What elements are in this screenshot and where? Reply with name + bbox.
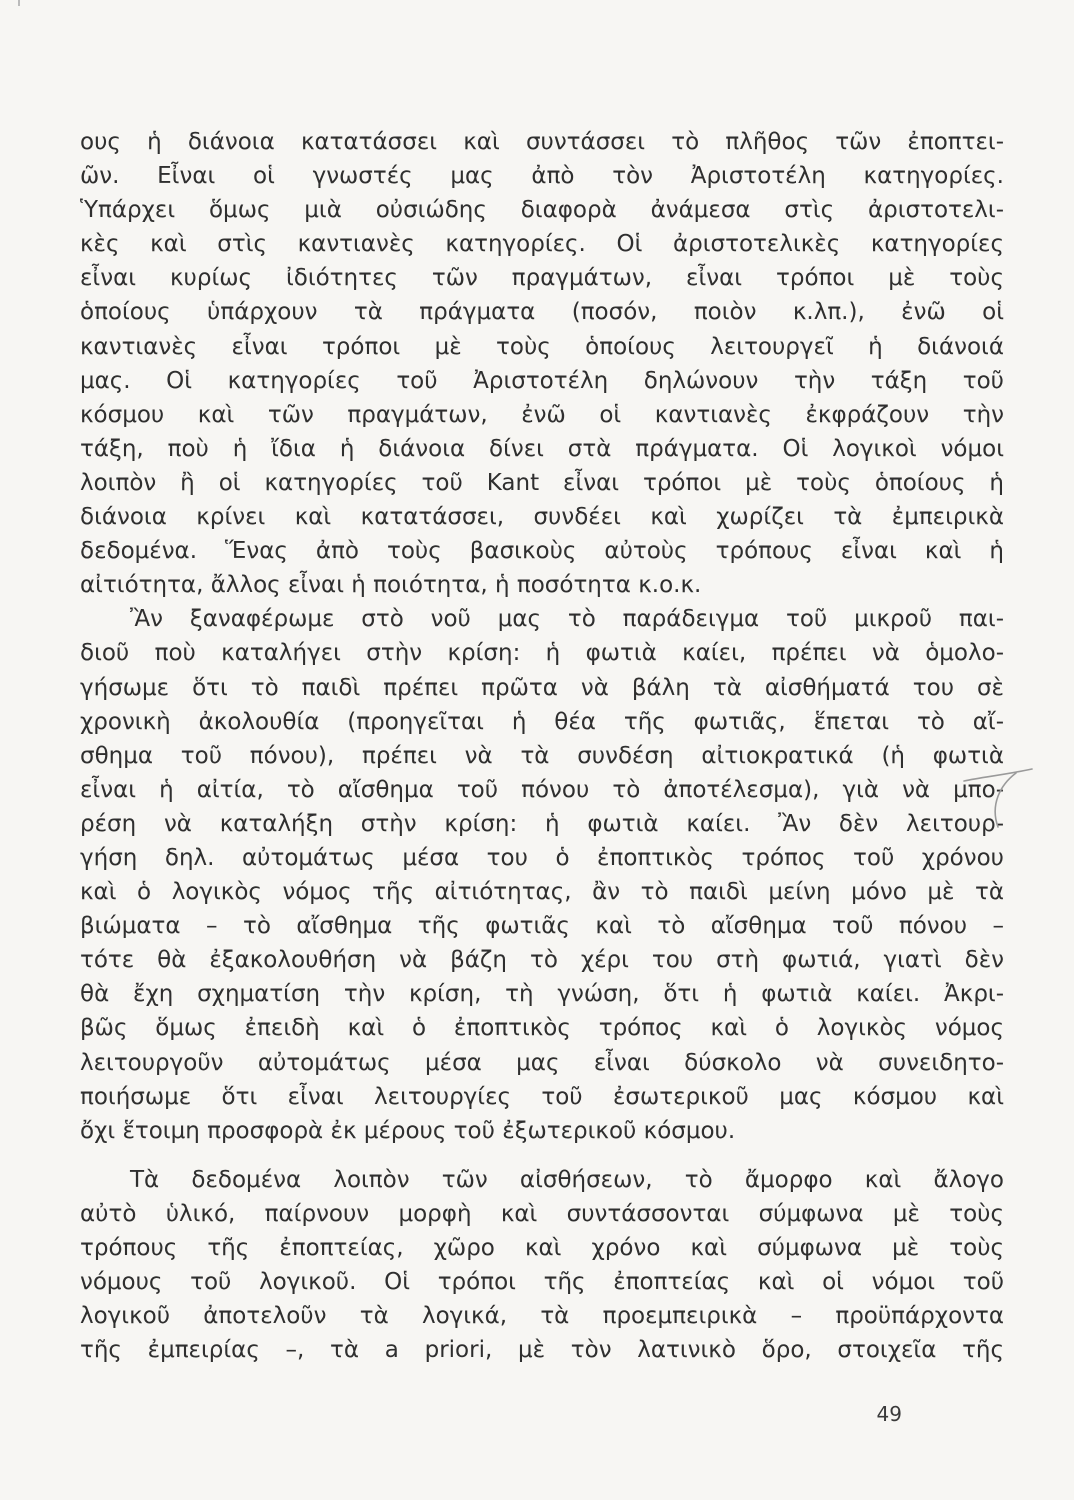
- text-line: εἶναι ἡ αἰτία, τὸ αἴσθημα τοῦ πόνου τὸ ἀποτέλεσμα), γιὰ νὰ μπο-: [80, 776, 1004, 803]
- text-line: Τὰ δεδομένα λοιπὸν τῶν αἰσθήσεων, τὸ ἄμορφο καὶ ἄλογο: [130, 1167, 1004, 1193]
- text-line: ους ἡ διάνοια κατατάσσει καὶ συντάσσει τὸ πλῆθος τῶν ἐποπτει-: [80, 129, 1004, 155]
- text-line: γήση δηλ. αὐτομάτως μέσα του ὁ ἐποπτικὸς τρόπος τοῦ χρόνου: [80, 844, 1004, 871]
- text-line: διοῦ ποὺ καταλήγει στὴν κρίση: ἡ φωτιὰ καίει, πρέπει νὰ ὁμολο-: [80, 640, 1004, 667]
- text-line: Ὑπάρχει ὅμως μιὰ οὐσιώδης διαφορὰ ἀνάμεσα στὶς ἀριστοτελι-: [80, 197, 1004, 224]
- text-line: τότε θὰ ἐξακολουθήση νὰ βάζη τὸ χέρι του στὴ φωτιά, γιατὶ δὲν: [80, 947, 1004, 974]
- text-line: διάνοια κρίνει καὶ κατατάσσει, συνδέει καὶ χωρίζει τὰ ἐμπειρικὰ: [80, 504, 1004, 531]
- text-line: σθημα τοῦ πόνου), πρέπει νὰ τὰ συνδέση αἰτιοκρατικά (ἡ φωτιὰ: [80, 742, 1004, 769]
- text-line: ὄχι ἕτοιμη προσφορὰ ἐκ μέρους τοῦ ἐξωτερικοῦ κόσμου.: [80, 1117, 736, 1144]
- corner-tick-mark: [18, 0, 20, 6]
- text-line: τῆς ἐμπειρίας –, τὰ a priori, μὲ τὸν λατινικὸ ὅρο, στοιχεῖα τῆς: [80, 1337, 1004, 1364]
- text-line: λειτουργοῦν αὐτομάτως μέσα μας εἶναι δύσκολο νὰ συνειδητο-: [80, 1049, 1004, 1076]
- text-line: τάξη, ποὺ ἡ ἴδια ἡ διάνοια δίνει στὰ πράγματα. Οἱ λογικοὶ νόμοι: [80, 435, 1004, 462]
- text-line: ποιήσωμε ὅτι εἶναι λειτουργίες τοῦ ἐσωτερικοῦ μας κόσμου καὶ: [80, 1083, 1004, 1110]
- text-line: καὶ ὁ λογικὸς νόμος τῆς αἰτιότητας, ἂν τὸ παιδὶ μείνη μόνο μὲ τὰ: [80, 879, 1004, 906]
- paragraph-3: [80, 1163, 1004, 1368]
- text-line: εἶναι κυρίως ἰδιότητες τῶν πραγμάτων, εἶναι τρόποι μὲ τοὺς: [80, 265, 1004, 292]
- text-line: αὐτὸ ὑλικό, παίρνουν μορφὴ καὶ συντάσσονται σύμφωνα μὲ τοὺς: [80, 1201, 1004, 1228]
- text-line: ῶν. Εἶναι οἱ γνωστές μας ἀπὸ τὸν Ἀριστοτέλη κατηγορίες.: [80, 163, 1004, 190]
- text-line: αἰτιότητα, ἄλλος εἶναι ἡ ποιότητα, ἡ ποσότητα κ.ο.κ.: [80, 572, 702, 599]
- text-line: θὰ ἔχη σχηματίση τὴν κρίση, τὴ γνώση, ὅτι ἡ φωτιὰ καίει. Ἀκρι-: [80, 981, 1004, 1008]
- text-line: χρονικὴ ἀκολουθία (προηγεῖται ἡ θέα τῆς φωτιᾶς, ἕπεται τὸ αἴ-: [80, 708, 1004, 735]
- text-line: βιώματα – τὸ αἴσθημα τῆς φωτιᾶς καὶ τὸ αἴσθημα τοῦ πόνου –: [80, 913, 1004, 940]
- text-line: καντιανὲς εἶναι τρόποι μὲ τοὺς ὁποίους λειτουργεῖ ἡ διάνοιά: [80, 333, 1004, 360]
- text-line: κὲς καὶ στὶς καντιανὲς κατηγορίες. Οἱ ἀριστοτελικὲς κατηγορίες: [80, 231, 1004, 258]
- text-line: ὁποίους ὑπάρχουν τὰ πράγματα (ποσόν, ποιὸν κ.λπ.), ἐνῶ οἱ: [80, 299, 1004, 326]
- handwritten-margin-mark-icon: [960, 755, 1040, 835]
- text-line: ρέση νὰ καταλήξη στὴν κρίση: ἡ φωτιὰ καίει. Ἂν δὲν λειτουρ-: [80, 810, 1004, 837]
- text-line: μας. Οἱ κατηγορίες τοῦ Ἀριστοτέλη δηλώνουν τὴν τάξη τοῦ: [80, 367, 1004, 394]
- text-line: δεδομένα. Ἕνας ἀπὸ τοὺς βασικοὺς αὐτοὺς τρόπους εἶναι καὶ ἡ: [80, 538, 1004, 565]
- text-line: τρόπους τῆς ἐποπτείας, χῶρο καὶ χρόνο καὶ σύμφωνα μὲ τοὺς: [80, 1235, 1004, 1262]
- text-line: λογικοῦ ἀποτελοῦν τὰ λογικά, τὰ προεμπειρικὰ – προϋπάρχοντα: [80, 1303, 1004, 1330]
- text-line: νόμους τοῦ λογικοῦ. Οἱ τρόποι τῆς ἐποπτείας καὶ οἱ νόμοι τοῦ: [80, 1269, 1004, 1296]
- text-line: βῶς ὅμως ἐπειδὴ καὶ ὁ ἐποπτικὸς τρόπος καὶ ὁ λογικὸς νόμος: [80, 1015, 1004, 1042]
- text-line: λοιπὸν ἢ οἱ κατηγορίες τοῦ Kant εἶναι τρόποι μὲ τοὺς ὁποίους ἡ: [80, 469, 1004, 496]
- text-line: Ἂν ξαναφέρωμε στὸ νοῦ μας τὸ παράδειγμα τοῦ μικροῦ παι-: [130, 606, 1004, 633]
- paragraph-2: [80, 602, 1004, 1148]
- text-line: γήσωμε ὅτι τὸ παιδὶ πρέπει πρῶτα νὰ βάλη τὰ αἰσθήματά του σὲ: [80, 674, 1004, 701]
- paragraph-1: [80, 125, 1004, 602]
- page-number: 49: [876, 1402, 902, 1426]
- text-line: κόσμου καὶ τῶν πραγμάτων, ἐνῶ οἱ καντιανὲς ἐκφράζουν τὴν: [80, 401, 1004, 428]
- main-text-block: [80, 125, 1004, 1148]
